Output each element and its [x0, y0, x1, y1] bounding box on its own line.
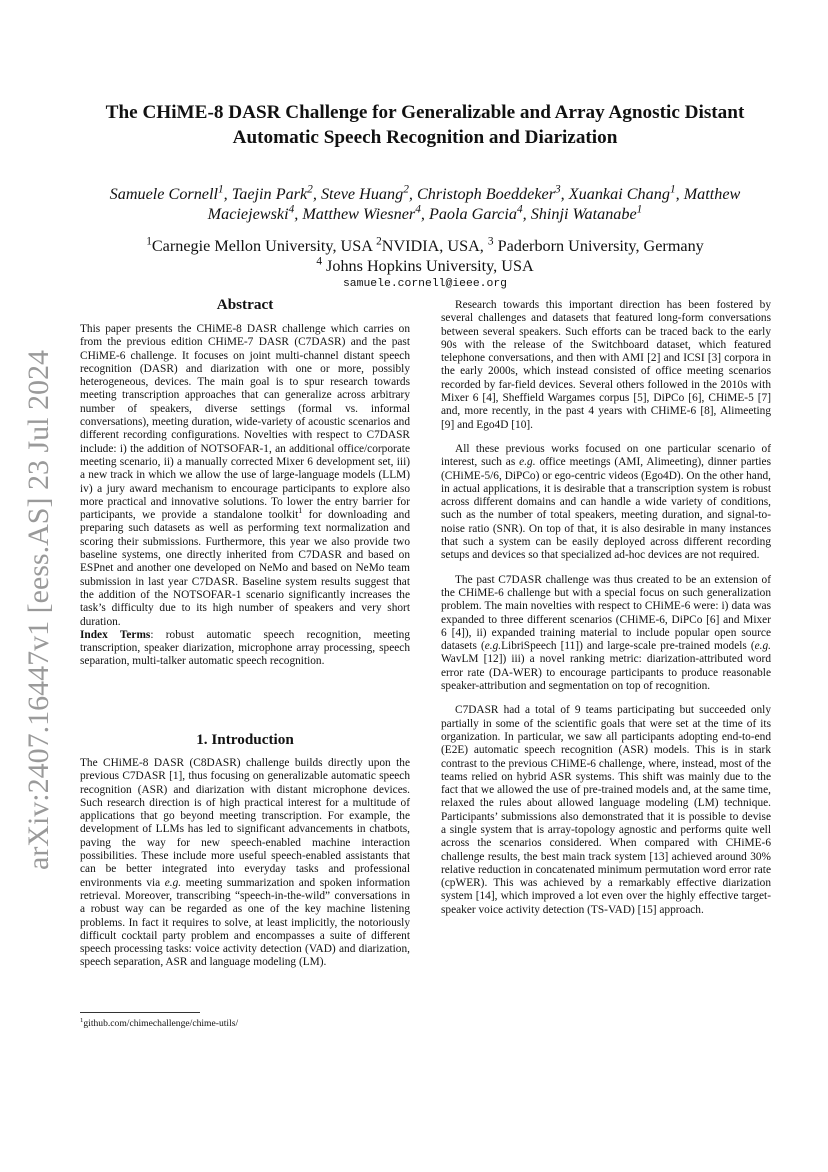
contact-email[interactable]: samuele.cornell@ieee.org [342, 278, 508, 290]
affiliations [70, 236, 780, 276]
author: Matthew [683, 185, 741, 203]
arxiv-identifier-text: arXiv:2407.16447v1 [eess.AS] 23 Jul 2024 [22, 350, 55, 870]
introduction-body [80, 757, 410, 970]
author: Maciejewski$^4$ [207, 203, 295, 223]
author: Shinji Watanabe$^1$ [530, 203, 643, 223]
abstract-body [80, 323, 410, 669]
introduction-heading: 1. Introduction [196, 731, 294, 748]
intro-paragraph-1: The CHiME-8 DASR (C8DASR) challenge builds directly upon the previous C7DASR [1], thus focusing on generalizable automatic speech recognition (ASR) and diarization with distant microphone devices. Such research direction is of high practical interest for a multitude of applications that go beyond meeting transcription. For example, the development of LLMs has led to significant advancements in chatbots, paving the way for new speech-enabled machine interaction possibilities. These include more useful speech-enabled assistants that can be better integrated into everyday tasks and professional environments via e.g. meeting summarization and spoken information retrieval. Moreover, transcribing “speech-in-the-wild” conversations in a robust way can be regarded as one of the key machine listening problems. In fact it requires to solve, at least implicitly, the notoriously difficult cocktail party problem and encompasses a suite of different speech processing tasks: voice activity detection (VAD) and diarization, speech separation, ASR and language modeling (LM). [80, 757, 410, 969]
title-line-2: Automatic Speech Recognition and Diarization [232, 127, 618, 148]
arxiv-identifier-stamp [10, 330, 60, 870]
index-terms: Index Terms: robust automatic speech recognition, meeting transcription, speaker diarization, microphone array processing, speech separation, multi-talker automatic speech recognition. [80, 628, 411, 668]
authors-line-2: Maciejewski$^4$, Matthew Wiesner$^4$, Paola Garcia$^4$, Shinji Watanabe$^1$ [207, 203, 643, 223]
title-line-1: The CHiME-8 DASR Challenge for Generalizable and Array Agnostic Distant [105, 102, 745, 123]
footnote-marker: 1 [298, 506, 303, 516]
paragraph-c7dasr-results: C7DASR had a total of 9 teams participating but succeeded only partially in some of the scientific goals that were set at the time of its organization. In particular, we saw all participants adopting end-to-end (E2E) automatic speech recognition (ASR) models. This is in stark contrast to the previous CHiME-6 challenge, where, instead, most of the teams relied on hybrid ASR systems. This shift was mainly due to the fact that we allowed the use of pre-trained models and, at the same time, relaxed the rules about allowed language modeling (LM) technique. Participants’ submissions also demonstrated that it is possible to devise a single system that is array-topology agnostic and performs quite well across the scenarios considered. When compared with CHiME-6 challenge results, the best main track system [13] achieved around 30% relative reduction in concatenated minimum permutation word error rate (cpWER). This was achieved by a remarkably effective diarization system [14], which improved a lot even over the highly effective target-speaker voice activity detection (TS-VAD) [15] approach. [441, 704, 771, 916]
footnote-link[interactable]: github.com/chimechallenge/chime-utils/ [83, 1018, 239, 1029]
paper-title [70, 100, 780, 150]
abstract-heading: Abstract [216, 296, 274, 313]
paragraph-scenarios: All these previous works focused on one particular scenario of interest, such as e.g. office meetings (AMI, Alimeeting), dinner parties (CHiME-5/6, DiPCo) or ego-centric videos (Ego4D). On the other hand, in actual applications, it is desirable that a transcription system is robust across different domains and can handle a wide variety of conditions, such as the number of total speakers, meeting duration, and signal-to-noise ratio (SNR). On top of that, it is also desirable in many instances that such a system can be easily deployed across different recording setups and devices so that specialized ad-hoc devices are not required. [441, 442, 772, 562]
author: Steve Huang$^2$ [320, 183, 409, 203]
author: Matthew Wiesner$^4$ [302, 203, 421, 223]
author: Samuele Cornell$^1$ [109, 183, 224, 203]
author-list [70, 184, 780, 224]
paragraph-c7dasr-novelties: The past C7DASR challenge was thus created to be an extension of the CHiME-6 challenge but with a special focus on such generalization problem. The main novelties with respect to CHiME-6 were: i) data was expanded to three different scenarios (CHiME-6, DiPCo [6] and Mixer 6 [4]), ii) expanded training material to include popular open source datasets (e.g.LibriSpeech [11]) and large-scale pre-trained models (e.g. WavLM [12]) iii) a novel ranking metric: diarization-attributed word error rate (DA-WER) to encourage participants to produce reasonable speaker-attribution and segmentation on top of recognition. [441, 573, 771, 693]
author: Paola Garcia$^4$ [428, 203, 523, 223]
authors-line-1: Samuele Cornell$^1$, Taejin Park$^2$, Steve Huang$^2$, Christoph Boeddeker$^3$, Xuankai Chang$^1$, Matthew [109, 183, 741, 203]
right-column-body [441, 299, 771, 917]
affiliations-line-1: $^1$Carnegie Mellon University, USA $^2$NVIDIA, USA, $^3$ Paderborn University, Germany [146, 235, 704, 255]
abstract-text: This paper presents the CHiME-8 DASR challenge which carries on from the previous edition CHiME-7 DASR (C7DASR) and the past CHiME-6 challenge. It focuses on joint multi-channel distant speech recognition (DASR) and diarization with one or more, possibly heterogeneous, devices. The main goal is to spur research towards meeting transcription approaches that can generalize across arbitrary number of speakers, diverse settings (formal vs. informal conversations), meeting duration, wide-variety of acoustic scenarios and different recording configurations. Novelties with respect to C7DASR include: i) the addition of NOTSOFAR-1, an additional office/corporate meeting scenario, ii) a manually corrected Mixer 6 development set, iii) a new track in which we allow the use of large-language models (LLM) iv) a jury award mechanism to encourage participants to explore also more practical and innovative solutions. To lower the entry barrier for participants, we provide a standalone toolkit$^1$ for downloading and preparing such datasets as well as performing text normalization and scoring their submissions. Furthermore, this year we also provide two baseline systems, one directly inherited from C7DASR and based on ESPnet and another one developed on NeMo and based on NeMo team submission in last year C7DASR. Baseline system results suggest that the addition of the NOTSOFAR-1 scenario significantly increases the task’s difficulty due to its high number of speakers and very short duration. [80, 323, 410, 628]
author: Taejin Park$^2$ [231, 183, 313, 203]
paragraph-challenges-history: Research towards this important direction has been fostered by several challenges and datasets that featured long-form conversations between several speakers. Such efforts can be traced back to the early 90s with the release of the Switchboard dataset, which featured telephone conversations, and then with AMI [2] and ICSI [3] corpora in the early 2000s, which instead consisted of office meeting scenarios recorded by far-field devices. Several others followed in the 2010s with Mixer 6 [4], Sheffield Wargames corpus [5], DiPCo [6], CHiME-5 [7] and, more recently, in the past 4 years with CHiME-6 [8], Alimeeting [9] and Ego4D [10]. [441, 299, 771, 431]
footnote-rule [80, 1012, 200, 1013]
author: Christoph Boeddeker$^3$ [416, 183, 561, 203]
footnote: $^1$github.com/chimechallenge/chime-utils/ [80, 1016, 239, 1029]
author: Xuankai Chang$^1$ [568, 183, 676, 203]
affiliations-line-2: $^4$ Johns Hopkins University, USA [316, 255, 534, 275]
